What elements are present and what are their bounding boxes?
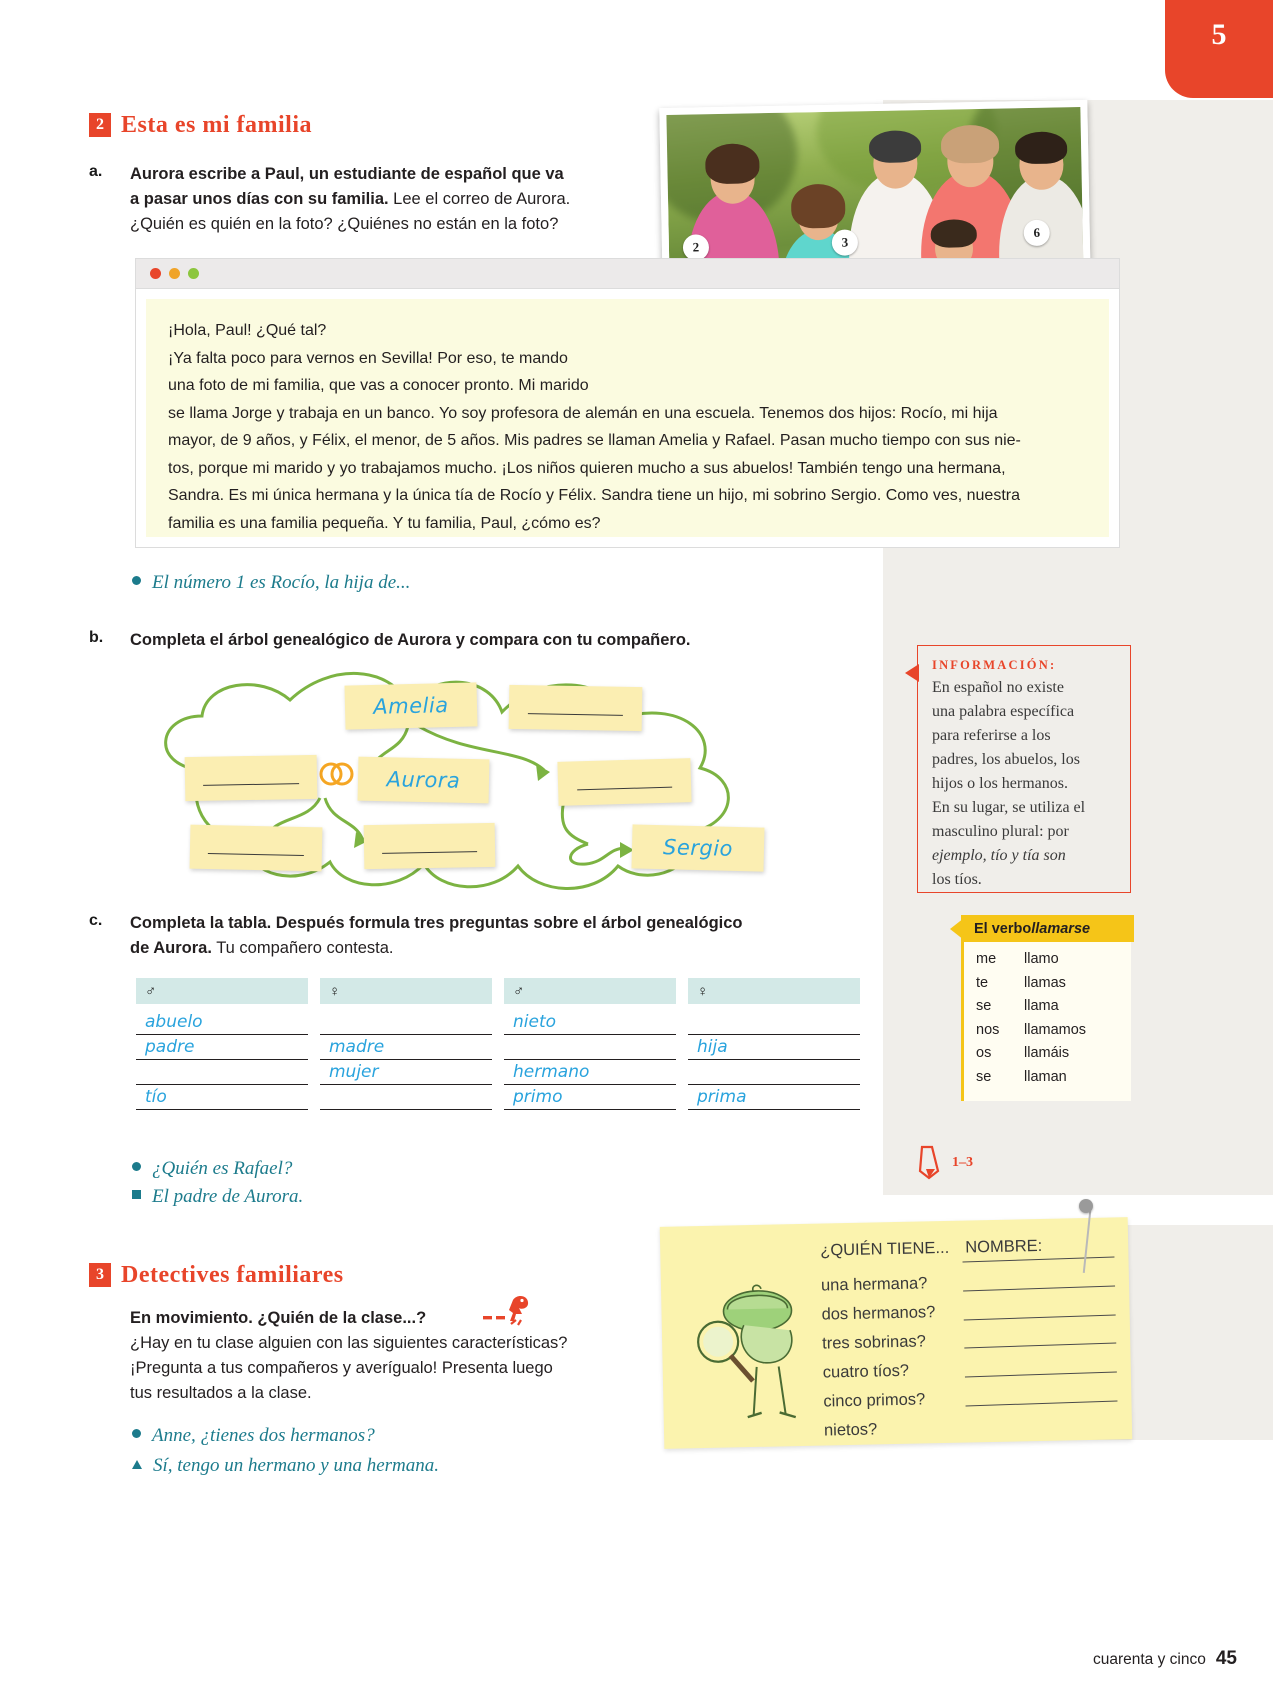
table-cell[interactable] (136, 1035, 308, 1060)
table-cell[interactable] (504, 1060, 676, 1085)
info-line-9: los tíos. (932, 871, 982, 888)
informacion-title: INFORMACIÓN: (932, 658, 1057, 672)
info-line-6: En su lugar, se utiliza el (932, 799, 1086, 816)
detective-card-col2-header: NOMBRE: (965, 1236, 1043, 1257)
example-a-line (132, 572, 410, 594)
table-cell-value: hija (697, 1037, 728, 1057)
detective-name-blank[interactable] (963, 1256, 1115, 1262)
photo-person-3-hair (869, 130, 922, 163)
verb-row (976, 972, 1086, 996)
exercise-3-body (130, 1306, 650, 1406)
table-header-male-1: ♂ (136, 978, 308, 1004)
verb-conjugation-list (976, 948, 1086, 1090)
bullet-triangle-icon (132, 1460, 142, 1469)
verb-callout-arrow-icon (950, 918, 964, 940)
item-a-bold-line1: Aurora escribe a Paul, un estudiante de español que va (130, 165, 564, 183)
chapter-number: 5 (1211, 18, 1227, 51)
item-c-rest: Tu compañero contesta. (211, 939, 394, 957)
table-cell-value: tío (145, 1087, 167, 1107)
detective-question-5: cinco primos? (823, 1390, 926, 1411)
verb-box-title (964, 915, 1134, 942)
verb-form: llamo (1024, 951, 1059, 967)
info-line-3: para referirse a los (932, 727, 1051, 744)
workbook-reference-label: 1–3 (952, 1155, 973, 1170)
table-cell-value: padre (145, 1037, 195, 1057)
tree-node-sergio-label: Sergio (662, 835, 734, 861)
table-cell[interactable] (504, 1010, 676, 1035)
detective-name-blank[interactable] (963, 1285, 1115, 1291)
tree-node-blank-3-line (577, 786, 673, 790)
info-line-1: En español no existe (932, 679, 1064, 696)
info-line-2: una palabra específica (932, 703, 1075, 720)
tree-node-blank-2[interactable] (185, 755, 318, 801)
email-window (135, 258, 1120, 548)
example-c-question: ¿Quién es Rafael? (152, 1158, 293, 1179)
tree-node-blank-5-line (382, 851, 476, 854)
table-header-female-1: ♀ (320, 978, 492, 1004)
example-c-question-line (132, 1158, 292, 1180)
exercise-3-line-2: ¡Pregunta a tus compañeros y averígualo! Presenta luego (130, 1359, 553, 1377)
page-number: 45 (1215, 1648, 1237, 1669)
table-cell-value: abuelo (145, 1012, 203, 1032)
exercise-3-lead: En movimiento. ¿Quién de la clase...? (130, 1309, 427, 1327)
tree-node-blank-1-line (528, 713, 624, 716)
item-a-rest-line2: Lee el correo de Aurora. (388, 190, 571, 208)
email-line-3: una foto de mi familia, que vas a conocer pronto. Mi marido (168, 377, 589, 394)
detective-name-blank[interactable] (964, 1343, 1116, 1349)
example-3-question-line (132, 1425, 375, 1447)
table-row (136, 1035, 860, 1060)
verb-form: llamamos (1024, 1021, 1087, 1038)
workbook-reference (918, 1145, 973, 1181)
chapter-tab (1165, 0, 1273, 98)
item-b-letter: b. (89, 629, 104, 646)
table-cell[interactable] (688, 1085, 860, 1110)
photo-marker-3: 3 (832, 229, 858, 255)
detective-question-3: tres sobrinas? (822, 1332, 927, 1353)
table-cell-value: prima (697, 1087, 747, 1107)
info-line-7: masculino plural: por (932, 823, 1069, 840)
example-3-answer-line (132, 1455, 439, 1477)
tree-node-amelia-label: Amelia (373, 693, 449, 719)
item-c-bold-line2: de Aurora. (130, 939, 212, 957)
page-footer-text: cuarenta y cinco (1092, 1651, 1206, 1668)
verb-box-title-italic: llamarse (1031, 920, 1091, 937)
tree-node-aurora-label: Aurora (386, 767, 461, 793)
detective-question-1: una hermana? (820, 1274, 928, 1295)
item-b-text: Completa el árbol genealógico de Aurora y compara con tu compañero. (130, 631, 691, 649)
table-cell[interactable] (504, 1085, 676, 1110)
verb-row (976, 1019, 1086, 1043)
bullet-square-icon (132, 1190, 141, 1199)
table-header-female-2: ♀ (688, 978, 860, 1004)
table-header-row (136, 978, 860, 1004)
exercise-3-line-1: ¿Hay en tu clase alguien con las siguientes características? (130, 1334, 568, 1352)
informacion-box (917, 645, 1131, 893)
minimize-icon[interactable] (169, 268, 180, 279)
photo-person-4-hair (930, 219, 977, 248)
detective-question-2: dos hermanos? (821, 1303, 936, 1324)
item-a-letter: a. (89, 163, 103, 180)
email-body (146, 299, 1109, 537)
close-icon[interactable] (150, 268, 161, 279)
example-3-answer: Sí, tengo un hermano y una hermana. (153, 1455, 440, 1476)
example-a-text: El número 1 es Rocío, la hija de... (152, 572, 411, 593)
photo-person-1-hair (791, 184, 846, 229)
photo-marker-2: 2 (683, 234, 709, 260)
tree-node-amelia[interactable] (344, 682, 477, 729)
detective-name-blanks (962, 1257, 1118, 1433)
table-cell-value: primo (513, 1087, 563, 1107)
photo-person-2-hair (705, 143, 760, 184)
tree-node-blank-3[interactable] (557, 758, 691, 806)
item-a-line2 (130, 187, 660, 212)
table-cell[interactable] (136, 1010, 308, 1035)
table-cell[interactable] (688, 1060, 860, 1085)
table-cell-value: mujer (329, 1062, 379, 1082)
email-line-1: ¡Hola, Paul! ¿Qué tal? (168, 322, 327, 339)
item-c-line2 (130, 936, 870, 961)
maximize-icon[interactable] (188, 268, 199, 279)
detective-card (660, 1217, 1133, 1449)
table-header-male-2: ♂ (504, 978, 676, 1004)
verb-form: llamas (1024, 974, 1066, 991)
item-c-text (130, 911, 870, 961)
exercise-3-line-3: tus resultados a la clase. (130, 1384, 312, 1402)
table-row (136, 1060, 860, 1085)
exercise-3-number: 3 (89, 1263, 111, 1287)
item-a-text (130, 162, 660, 237)
verb-pronoun: se (976, 998, 992, 1015)
table-cell[interactable] (688, 1010, 860, 1035)
family-tree-diagram (140, 660, 820, 900)
table-cell[interactable] (320, 1085, 492, 1110)
movement-icon (483, 1294, 531, 1328)
item-c-bold-line1: Completa la tabla. Después formula tres preguntas sobre el árbol genealógico (130, 914, 743, 932)
table-cell[interactable] (504, 1035, 676, 1060)
email-line-6: tos, porque mi marido y yo trabajamos mucho. ¡Los niños quieren mucho a sus abuelos! También tengo una hermana, (168, 459, 1006, 477)
tree-node-blank-4[interactable] (190, 825, 323, 872)
detective-name-blank[interactable] (965, 1372, 1117, 1378)
verb-llamarse-box (961, 915, 1131, 1101)
pushpin-icon (1079, 1199, 1093, 1213)
exercise-2-title: Esta es mi familia (121, 112, 312, 138)
email-line-7: Sandra. Es mi única hermana y la única tía de Rocío y Félix. Sandra tiene un hijo, mi sobrino Sergio. Como ves, nuestra (168, 487, 1020, 504)
email-titlebar (136, 259, 1119, 289)
exercise-2-heading (89, 112, 312, 139)
detective-question-6: nietos? (823, 1420, 878, 1440)
table-cell[interactable] (136, 1060, 308, 1085)
verb-row (976, 1066, 1086, 1090)
informacion-body (932, 676, 1116, 892)
tree-node-aurora[interactable] (358, 757, 490, 804)
tree-node-blank-1[interactable] (509, 685, 643, 731)
table-row (136, 1010, 860, 1035)
info-line-4: padres, los abuelos, los (932, 751, 1080, 768)
verb-row (976, 948, 1086, 972)
photo-person-5-hair (941, 125, 1000, 164)
detective-card-questions (821, 1269, 938, 1445)
table-cell[interactable] (320, 1060, 492, 1085)
verb-form: llamáis (1024, 1045, 1070, 1062)
table-cell-value: nieto (513, 1012, 557, 1032)
verb-box-title-plain: El verbo (974, 920, 1032, 937)
callout-arrow-icon (905, 664, 919, 682)
example-c-answer: El padre de Aurora. (152, 1186, 304, 1207)
photo-person-6-hair (1015, 131, 1068, 164)
tree-node-sergio[interactable] (631, 824, 764, 871)
verb-pronoun: te (976, 974, 989, 991)
info-line-5: hijos o los hermanos. (932, 775, 1068, 792)
detective-question-4: cuatro tíos? (822, 1361, 910, 1382)
table-cell[interactable] (320, 1010, 492, 1035)
detective-card-col1-header: ¿QUIÉN TIENE... (820, 1238, 950, 1260)
bullet-dot-icon (132, 1429, 141, 1438)
tree-node-blank-5[interactable] (364, 823, 496, 869)
wedding-rings-icon-2 (318, 761, 356, 787)
email-line-2: ¡Ya falta poco para vernos en Sevilla! Por eso, te mando (168, 349, 568, 367)
example-c-answer-line (132, 1186, 303, 1208)
item-a-bold-line2: a pasar unos días con su familia. (130, 190, 389, 208)
verb-form: llaman (1024, 1068, 1067, 1085)
family-words-table (136, 978, 860, 1110)
detective-name-blank[interactable] (964, 1314, 1116, 1320)
info-line-8: ejemplo, tío y tía son (932, 847, 1066, 864)
table-row (136, 1085, 860, 1110)
verb-row (976, 995, 1086, 1019)
email-line-8: familia es una familia pequeña. Y tu familia, Paul, ¿cómo es? (168, 514, 601, 532)
table-cell-value: madre (329, 1037, 385, 1057)
bullet-dot-icon (132, 576, 141, 585)
page-footer (1093, 1648, 1237, 1670)
item-a-line3: ¿Quién es quién en la foto? ¿Quiénes no están en la foto? (130, 215, 559, 233)
tree-node-blank-4-line (208, 853, 303, 856)
email-line-4: se llama Jorge y trabaja en un banco. Yo soy profesora de alemán en una escuela. Tenemos dos hijos: Rocío, mi hija (168, 404, 998, 422)
exercise-3-heading (89, 1262, 344, 1289)
verb-form: llama (1024, 998, 1059, 1015)
table-cell[interactable] (136, 1085, 308, 1110)
pencil-icon (918, 1145, 944, 1181)
tree-node-blank-2-line (204, 783, 299, 786)
example-3-question: Anne, ¿tienes dos hermanos? (152, 1425, 375, 1446)
verb-pronoun: me (976, 951, 997, 967)
table-cell[interactable] (320, 1035, 492, 1060)
table-cell-value: hermano (513, 1062, 590, 1082)
table-cell[interactable] (688, 1035, 860, 1060)
email-line-5: mayor, de 9 años, y Félix, el menor, de 5 años. Mis padres se llaman Amelia y Rafael. Pasan mucho tiempo con sus nie- (168, 432, 1021, 449)
exercise-2-number: 2 (89, 113, 111, 137)
verb-pronoun: se (976, 1068, 992, 1085)
photo-marker-6: 6 (1023, 220, 1049, 246)
verb-pronoun: nos (976, 1021, 1000, 1038)
verb-pronoun: os (976, 1045, 992, 1062)
item-c-letter: c. (89, 912, 103, 929)
table-body (136, 1010, 860, 1110)
detective-name-blank[interactable] (966, 1400, 1118, 1406)
detective-illustration (685, 1276, 818, 1429)
exercise-3-title: Detectives familiares (121, 1262, 344, 1288)
bullet-dot-icon (132, 1162, 141, 1171)
verb-row (976, 1042, 1086, 1066)
